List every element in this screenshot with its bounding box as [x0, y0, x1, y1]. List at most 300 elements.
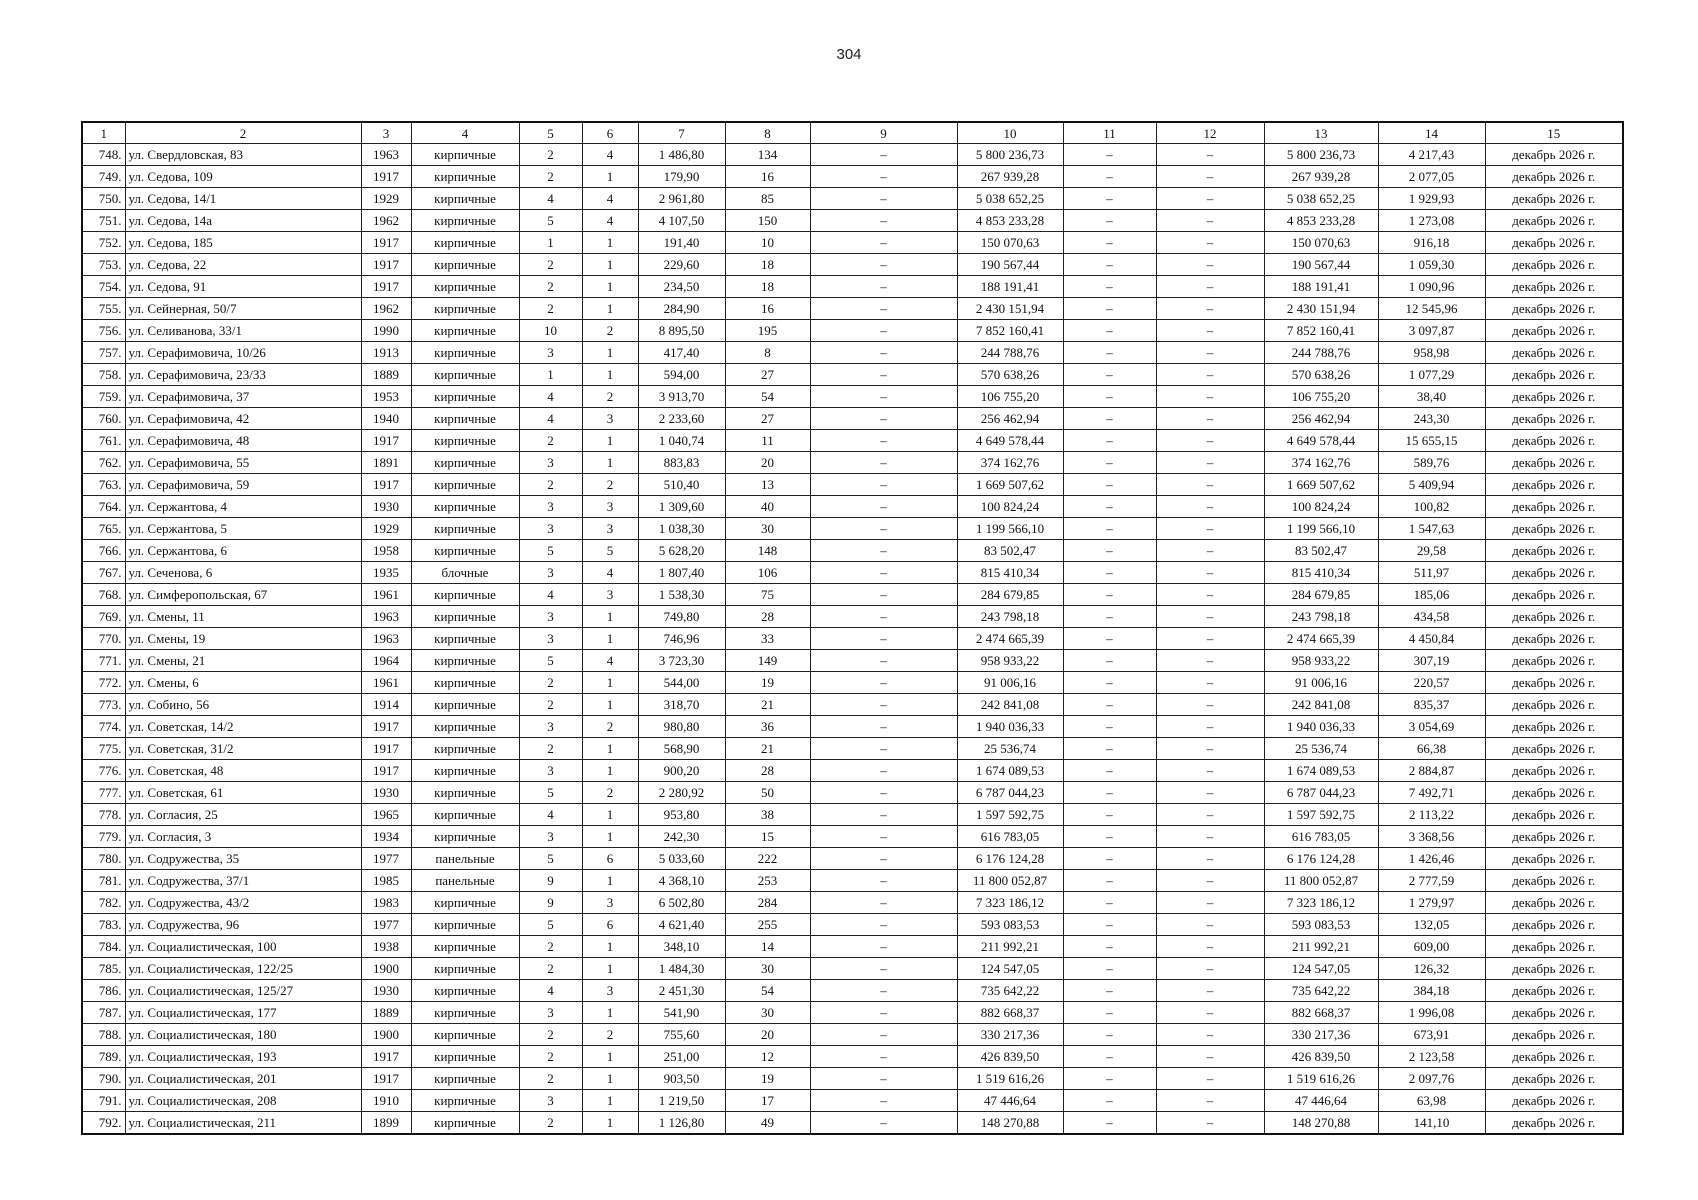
fund-cost-cell: 5 800 236,73	[1264, 144, 1378, 166]
col-11-value-cell: –	[1063, 386, 1156, 408]
col-11-value-cell: –	[1063, 606, 1156, 628]
col-9-value-cell: –	[810, 826, 957, 848]
floors-cell: 5	[519, 210, 582, 232]
total-cost-cell: 958 933,22	[957, 650, 1063, 672]
total-cost-cell: 570 638,26	[957, 364, 1063, 386]
residents-cell: 30	[725, 518, 810, 540]
col-12-value-cell: –	[1156, 452, 1264, 474]
entrances-cell: 1	[582, 276, 638, 298]
cost-per-sqm-cell: 132,05	[1378, 914, 1485, 936]
deadline-cell: декабрь 2026 г.	[1485, 804, 1623, 826]
col-9-value-cell: –	[810, 738, 957, 760]
address-cell: ул. Содружества, 35	[125, 848, 361, 870]
cost-per-sqm-cell: 307,19	[1378, 650, 1485, 672]
col-11-value-cell: –	[1063, 320, 1156, 342]
row-number-cell: 766.	[82, 540, 125, 562]
floors-cell: 2	[519, 936, 582, 958]
address-cell: ул. Серафимовича, 59	[125, 474, 361, 496]
entrances-cell: 3	[582, 892, 638, 914]
table-row	[82, 232, 1623, 254]
col-9-value-cell: –	[810, 1024, 957, 1046]
deadline-cell: декабрь 2026 г.	[1485, 1090, 1623, 1112]
col-11-value-cell: –	[1063, 298, 1156, 320]
year-built-cell: 1963	[361, 628, 411, 650]
year-built-cell: 1929	[361, 188, 411, 210]
col-9-value-cell: –	[810, 628, 957, 650]
wall-material-cell: кирпичные	[411, 914, 519, 936]
floors-cell: 5	[519, 650, 582, 672]
col-12-value-cell: –	[1156, 760, 1264, 782]
col-9-value-cell: –	[810, 804, 957, 826]
row-number-cell: 782.	[82, 892, 125, 914]
col-9-value-cell: –	[810, 210, 957, 232]
row-number-cell: 792.	[82, 1112, 125, 1135]
col-12-value-cell: –	[1156, 210, 1264, 232]
wall-material-cell: кирпичные	[411, 364, 519, 386]
column-header-12: 12	[1156, 122, 1264, 144]
table-row	[82, 1090, 1623, 1112]
table-row	[82, 848, 1623, 870]
col-11-value-cell: –	[1063, 672, 1156, 694]
address-cell: ул. Серафимовича, 37	[125, 386, 361, 408]
wall-material-cell: кирпичные	[411, 540, 519, 562]
year-built-cell: 1900	[361, 958, 411, 980]
cost-per-sqm-cell: 100,82	[1378, 496, 1485, 518]
year-built-cell: 1917	[361, 1068, 411, 1090]
col-11-value-cell: –	[1063, 936, 1156, 958]
floors-cell: 2	[519, 298, 582, 320]
area-cell: 251,00	[638, 1046, 725, 1068]
residents-cell: 284	[725, 892, 810, 914]
fund-cost-cell: 1 940 036,33	[1264, 716, 1378, 738]
area-cell: 229,60	[638, 254, 725, 276]
col-9-value-cell: –	[810, 518, 957, 540]
col-9-value-cell: –	[810, 1112, 957, 1135]
residents-cell: 134	[725, 144, 810, 166]
cost-per-sqm-cell: 589,76	[1378, 452, 1485, 474]
buildings-table	[81, 121, 1624, 1135]
residents-cell: 10	[725, 232, 810, 254]
table-row	[82, 430, 1623, 452]
wall-material-cell: кирпичные	[411, 452, 519, 474]
residents-cell: 195	[725, 320, 810, 342]
row-number-cell: 788.	[82, 1024, 125, 1046]
row-number-cell: 767.	[82, 562, 125, 584]
row-number-cell: 781.	[82, 870, 125, 892]
residents-cell: 20	[725, 452, 810, 474]
col-11-value-cell: –	[1063, 914, 1156, 936]
cost-per-sqm-cell: 66,38	[1378, 738, 1485, 760]
cost-per-sqm-cell: 29,58	[1378, 540, 1485, 562]
address-cell: ул. Смены, 21	[125, 650, 361, 672]
wall-material-cell: кирпичные	[411, 144, 519, 166]
total-cost-cell: 593 083,53	[957, 914, 1063, 936]
deadline-cell: декабрь 2026 г.	[1485, 826, 1623, 848]
fund-cost-cell: 6 176 124,28	[1264, 848, 1378, 870]
fund-cost-cell: 7 852 160,41	[1264, 320, 1378, 342]
floors-cell: 3	[519, 342, 582, 364]
year-built-cell: 1917	[361, 276, 411, 298]
col-9-value-cell: –	[810, 892, 957, 914]
floors-cell: 3	[519, 606, 582, 628]
col-12-value-cell: –	[1156, 342, 1264, 364]
fund-cost-cell: 570 638,26	[1264, 364, 1378, 386]
col-12-value-cell: –	[1156, 518, 1264, 540]
total-cost-cell: 1 199 566,10	[957, 518, 1063, 540]
deadline-cell: декабрь 2026 г.	[1485, 342, 1623, 364]
year-built-cell: 1917	[361, 430, 411, 452]
year-built-cell: 1900	[361, 1024, 411, 1046]
row-number-cell: 756.	[82, 320, 125, 342]
table-row	[82, 342, 1623, 364]
cost-per-sqm-cell: 141,10	[1378, 1112, 1485, 1135]
area-cell: 883,83	[638, 452, 725, 474]
floors-cell: 4	[519, 980, 582, 1002]
fund-cost-cell: 150 070,63	[1264, 232, 1378, 254]
area-cell: 755,60	[638, 1024, 725, 1046]
row-number-cell: 761.	[82, 430, 125, 452]
column-header-14: 14	[1378, 122, 1485, 144]
area-cell: 1 538,30	[638, 584, 725, 606]
table-row	[82, 782, 1623, 804]
col-9-value-cell: –	[810, 320, 957, 342]
entrances-cell: 1	[582, 870, 638, 892]
col-12-value-cell: –	[1156, 1046, 1264, 1068]
total-cost-cell: 5 800 236,73	[957, 144, 1063, 166]
residents-cell: 149	[725, 650, 810, 672]
column-header-6: 6	[582, 122, 638, 144]
col-12-value-cell: –	[1156, 958, 1264, 980]
residents-cell: 19	[725, 672, 810, 694]
table-row	[82, 584, 1623, 606]
cost-per-sqm-cell: 38,40	[1378, 386, 1485, 408]
deadline-cell: декабрь 2026 г.	[1485, 936, 1623, 958]
floors-cell: 9	[519, 870, 582, 892]
col-11-value-cell: –	[1063, 562, 1156, 584]
floors-cell: 5	[519, 540, 582, 562]
total-cost-cell: 815 410,34	[957, 562, 1063, 584]
residents-cell: 253	[725, 870, 810, 892]
address-cell: ул. Социалистическая, 201	[125, 1068, 361, 1090]
col-12-value-cell: –	[1156, 386, 1264, 408]
area-cell: 234,50	[638, 276, 725, 298]
cost-per-sqm-cell: 609,00	[1378, 936, 1485, 958]
wall-material-cell: кирпичные	[411, 210, 519, 232]
wall-material-cell: блочные	[411, 562, 519, 584]
col-9-value-cell: –	[810, 672, 957, 694]
entrances-cell: 1	[582, 1002, 638, 1024]
deadline-cell: декабрь 2026 г.	[1485, 650, 1623, 672]
cost-per-sqm-cell: 1 077,29	[1378, 364, 1485, 386]
address-cell: ул. Согласия, 3	[125, 826, 361, 848]
deadline-cell: декабрь 2026 г.	[1485, 452, 1623, 474]
total-cost-cell: 1 669 507,62	[957, 474, 1063, 496]
deadline-cell: декабрь 2026 г.	[1485, 562, 1623, 584]
residents-cell: 54	[725, 386, 810, 408]
wall-material-cell: кирпичные	[411, 232, 519, 254]
wall-material-cell: кирпичные	[411, 1046, 519, 1068]
total-cost-cell: 243 798,18	[957, 606, 1063, 628]
col-11-value-cell: –	[1063, 430, 1156, 452]
residents-cell: 16	[725, 298, 810, 320]
col-12-value-cell: –	[1156, 914, 1264, 936]
col-11-value-cell: –	[1063, 1112, 1156, 1135]
total-cost-cell: 188 191,41	[957, 276, 1063, 298]
row-number-cell: 789.	[82, 1046, 125, 1068]
row-number-cell: 769.	[82, 606, 125, 628]
table-row	[82, 562, 1623, 584]
col-12-value-cell: –	[1156, 144, 1264, 166]
cost-per-sqm-cell: 2 777,59	[1378, 870, 1485, 892]
cost-per-sqm-cell: 1 426,46	[1378, 848, 1485, 870]
fund-cost-cell: 815 410,34	[1264, 562, 1378, 584]
area-cell: 4 621,40	[638, 914, 725, 936]
fund-cost-cell: 593 083,53	[1264, 914, 1378, 936]
cost-per-sqm-cell: 1 929,93	[1378, 188, 1485, 210]
row-number-cell: 760.	[82, 408, 125, 430]
entrances-cell: 4	[582, 188, 638, 210]
wall-material-cell: кирпичные	[411, 980, 519, 1002]
address-cell: ул. Социалистическая, 122/25	[125, 958, 361, 980]
col-11-value-cell: –	[1063, 342, 1156, 364]
address-cell: ул. Седова, 185	[125, 232, 361, 254]
floors-cell: 4	[519, 584, 582, 606]
total-cost-cell: 6 787 044,23	[957, 782, 1063, 804]
row-number-cell: 785.	[82, 958, 125, 980]
year-built-cell: 1891	[361, 452, 411, 474]
col-12-value-cell: –	[1156, 1112, 1264, 1135]
col-12-value-cell: –	[1156, 738, 1264, 760]
table-row	[82, 144, 1623, 166]
area-cell: 2 451,30	[638, 980, 725, 1002]
table-body	[82, 144, 1623, 1135]
col-9-value-cell: –	[810, 870, 957, 892]
year-built-cell: 1917	[361, 254, 411, 276]
table-row	[82, 870, 1623, 892]
cost-per-sqm-cell: 1 996,08	[1378, 1002, 1485, 1024]
address-cell: ул. Советская, 48	[125, 760, 361, 782]
year-built-cell: 1899	[361, 1112, 411, 1135]
area-cell: 5 628,20	[638, 540, 725, 562]
fund-cost-cell: 47 446,64	[1264, 1090, 1378, 1112]
cost-per-sqm-cell: 243,30	[1378, 408, 1485, 430]
wall-material-cell: кирпичные	[411, 1002, 519, 1024]
cost-per-sqm-cell: 2 077,05	[1378, 166, 1485, 188]
wall-material-cell: кирпичные	[411, 628, 519, 650]
address-cell: ул. Социалистическая, 100	[125, 936, 361, 958]
cost-per-sqm-cell: 63,98	[1378, 1090, 1485, 1112]
fund-cost-cell: 190 567,44	[1264, 254, 1378, 276]
residents-cell: 30	[725, 1002, 810, 1024]
table-row	[82, 496, 1623, 518]
row-number-cell: 749.	[82, 166, 125, 188]
entrances-cell: 1	[582, 936, 638, 958]
col-9-value-cell: –	[810, 1046, 957, 1068]
table-row	[82, 716, 1623, 738]
table-row	[82, 958, 1623, 980]
column-header-15: 15	[1485, 122, 1623, 144]
table-row	[82, 540, 1623, 562]
address-cell: ул. Седова, 14/1	[125, 188, 361, 210]
deadline-cell: декабрь 2026 г.	[1485, 1002, 1623, 1024]
area-cell: 541,90	[638, 1002, 725, 1024]
cost-per-sqm-cell: 4 217,43	[1378, 144, 1485, 166]
row-number-cell: 791.	[82, 1090, 125, 1112]
col-9-value-cell: –	[810, 474, 957, 496]
year-built-cell: 1961	[361, 672, 411, 694]
table-row	[82, 408, 1623, 430]
address-cell: ул. Серафимовича, 48	[125, 430, 361, 452]
total-cost-cell: 11 800 052,87	[957, 870, 1063, 892]
deadline-cell: декабрь 2026 г.	[1485, 892, 1623, 914]
col-9-value-cell: –	[810, 496, 957, 518]
col-11-value-cell: –	[1063, 1068, 1156, 1090]
col-12-value-cell: –	[1156, 232, 1264, 254]
year-built-cell: 1935	[361, 562, 411, 584]
row-number-cell: 779.	[82, 826, 125, 848]
cost-per-sqm-cell: 1 273,08	[1378, 210, 1485, 232]
area-cell: 8 895,50	[638, 320, 725, 342]
year-built-cell: 1930	[361, 496, 411, 518]
col-12-value-cell: –	[1156, 650, 1264, 672]
area-cell: 1 484,30	[638, 958, 725, 980]
wall-material-cell: кирпичные	[411, 694, 519, 716]
wall-material-cell: кирпичные	[411, 716, 519, 738]
cost-per-sqm-cell: 958,98	[1378, 342, 1485, 364]
col-11-value-cell: –	[1063, 870, 1156, 892]
address-cell: ул. Социалистическая, 208	[125, 1090, 361, 1112]
col-12-value-cell: –	[1156, 562, 1264, 584]
deadline-cell: декабрь 2026 г.	[1485, 958, 1623, 980]
row-number-cell: 763.	[82, 474, 125, 496]
deadline-cell: декабрь 2026 г.	[1485, 474, 1623, 496]
deadline-cell: декабрь 2026 г.	[1485, 166, 1623, 188]
col-11-value-cell: –	[1063, 408, 1156, 430]
col-11-value-cell: –	[1063, 518, 1156, 540]
area-cell: 4 368,10	[638, 870, 725, 892]
area-cell: 1 486,80	[638, 144, 725, 166]
area-cell: 3 723,30	[638, 650, 725, 672]
address-cell: ул. Серафимовича, 42	[125, 408, 361, 430]
floors-cell: 5	[519, 782, 582, 804]
residents-cell: 19	[725, 1068, 810, 1090]
col-11-value-cell: –	[1063, 892, 1156, 914]
entrances-cell: 2	[582, 474, 638, 496]
residents-cell: 49	[725, 1112, 810, 1135]
col-11-value-cell: –	[1063, 276, 1156, 298]
wall-material-cell: кирпичные	[411, 782, 519, 804]
row-number-cell: 751.	[82, 210, 125, 232]
col-11-value-cell: –	[1063, 452, 1156, 474]
residents-cell: 18	[725, 276, 810, 298]
deadline-cell: декабрь 2026 г.	[1485, 628, 1623, 650]
entrances-cell: 1	[582, 958, 638, 980]
row-number-cell: 768.	[82, 584, 125, 606]
entrances-cell: 5	[582, 540, 638, 562]
col-11-value-cell: –	[1063, 716, 1156, 738]
row-number-cell: 787.	[82, 1002, 125, 1024]
total-cost-cell: 5 038 652,25	[957, 188, 1063, 210]
row-number-cell: 772.	[82, 672, 125, 694]
col-11-value-cell: –	[1063, 1002, 1156, 1024]
wall-material-cell: кирпичные	[411, 298, 519, 320]
address-cell: ул. Содружества, 43/2	[125, 892, 361, 914]
col-9-value-cell: –	[810, 364, 957, 386]
residents-cell: 255	[725, 914, 810, 936]
col-9-value-cell: –	[810, 650, 957, 672]
col-12-value-cell: –	[1156, 364, 1264, 386]
row-number-cell: 753.	[82, 254, 125, 276]
col-12-value-cell: –	[1156, 298, 1264, 320]
area-cell: 2 233,60	[638, 408, 725, 430]
table-row	[82, 254, 1623, 276]
deadline-cell: декабрь 2026 г.	[1485, 848, 1623, 870]
floors-cell: 3	[519, 518, 582, 540]
wall-material-cell: кирпичные	[411, 166, 519, 188]
table-row	[82, 694, 1623, 716]
col-11-value-cell: –	[1063, 584, 1156, 606]
total-cost-cell: 6 176 124,28	[957, 848, 1063, 870]
total-cost-cell: 47 446,64	[957, 1090, 1063, 1112]
row-number-cell: 771.	[82, 650, 125, 672]
row-number-cell: 784.	[82, 936, 125, 958]
cost-per-sqm-cell: 1 547,63	[1378, 518, 1485, 540]
wall-material-cell: кирпичные	[411, 1024, 519, 1046]
area-cell: 2 961,80	[638, 188, 725, 210]
deadline-cell: декабрь 2026 г.	[1485, 1046, 1623, 1068]
entrances-cell: 4	[582, 144, 638, 166]
col-9-value-cell: –	[810, 1068, 957, 1090]
entrances-cell: 1	[582, 1068, 638, 1090]
wall-material-cell: кирпичные	[411, 892, 519, 914]
year-built-cell: 1963	[361, 144, 411, 166]
cost-per-sqm-cell: 3 054,69	[1378, 716, 1485, 738]
entrances-cell: 1	[582, 826, 638, 848]
floors-cell: 2	[519, 694, 582, 716]
area-cell: 179,90	[638, 166, 725, 188]
address-cell: ул. Сеченова, 6	[125, 562, 361, 584]
fund-cost-cell: 148 270,88	[1264, 1112, 1378, 1135]
col-9-value-cell: –	[810, 298, 957, 320]
wall-material-cell: кирпичные	[411, 826, 519, 848]
year-built-cell: 1914	[361, 694, 411, 716]
col-9-value-cell: –	[810, 694, 957, 716]
deadline-cell: декабрь 2026 г.	[1485, 1068, 1623, 1090]
wall-material-cell: кирпичные	[411, 650, 519, 672]
floors-cell: 2	[519, 144, 582, 166]
col-12-value-cell: –	[1156, 540, 1264, 562]
residents-cell: 54	[725, 980, 810, 1002]
year-built-cell: 1934	[361, 826, 411, 848]
floors-cell: 2	[519, 1046, 582, 1068]
table-row	[82, 1112, 1623, 1135]
residents-cell: 27	[725, 408, 810, 430]
deadline-cell: декабрь 2026 г.	[1485, 914, 1623, 936]
column-header-5: 5	[519, 122, 582, 144]
wall-material-cell: кирпичные	[411, 584, 519, 606]
col-9-value-cell: –	[810, 430, 957, 452]
entrances-cell: 1	[582, 254, 638, 276]
col-12-value-cell: –	[1156, 1002, 1264, 1024]
floors-cell: 3	[519, 1002, 582, 1024]
col-9-value-cell: –	[810, 232, 957, 254]
area-cell: 242,30	[638, 826, 725, 848]
residents-cell: 14	[725, 936, 810, 958]
entrances-cell: 1	[582, 760, 638, 782]
entrances-cell: 1	[582, 364, 638, 386]
address-cell: ул. Смены, 19	[125, 628, 361, 650]
fund-cost-cell: 4 853 233,28	[1264, 210, 1378, 232]
